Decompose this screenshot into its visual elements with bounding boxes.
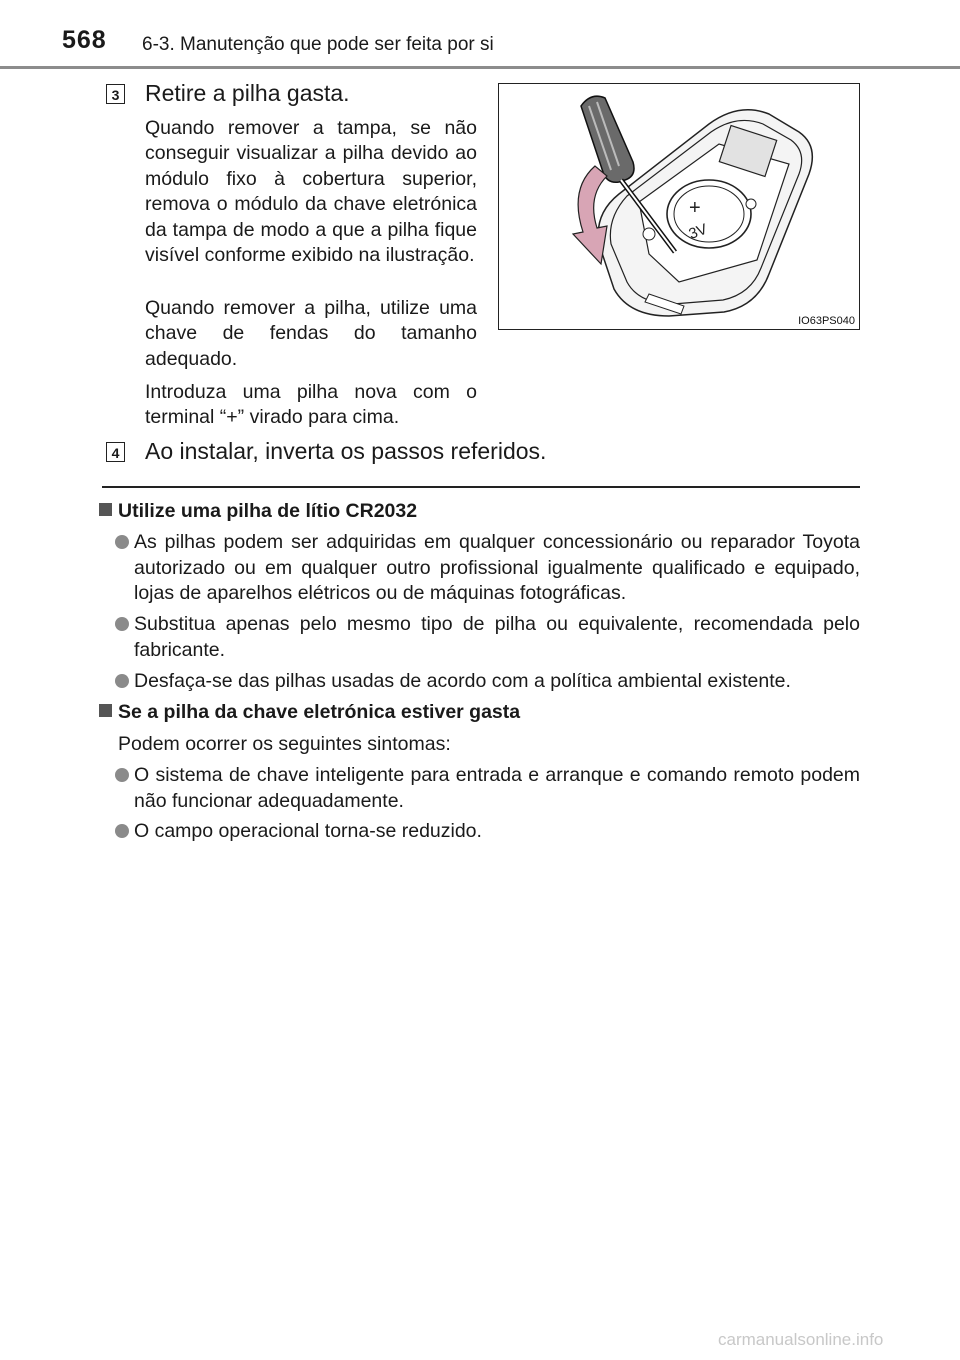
watermark: carmanualsonline.info: [718, 1330, 884, 1349]
note-2-bullet-2: [115, 819, 860, 845]
step-badge-4: 4: [106, 442, 125, 462]
page-number: 568: [62, 26, 107, 54]
round-bullet-icon: [115, 674, 129, 688]
step-3-paragraph-3: Introduza uma pilha nova com o terminal “+” virado para cima.: [145, 381, 477, 429]
note-1-bullet-1: [115, 530, 860, 607]
note-heading-text: Se a pilha da chave eletrónica estiver gasta: [118, 701, 521, 723]
round-bullet-icon: [115, 535, 129, 549]
square-bullet-icon: [99, 704, 112, 717]
round-bullet-icon: [115, 617, 129, 631]
key-fob-drawing: [499, 84, 858, 328]
note-heading-battery-depleted: [99, 701, 520, 724]
bullet-text: Desfaça-se das pilhas usadas de acordo com a política ambiental existente.: [134, 670, 791, 692]
note-1-bullet-3: [115, 669, 860, 695]
note-heading-text: Utilize uma pilha de lítio CR2032: [118, 500, 418, 522]
square-bullet-icon: [99, 503, 112, 516]
step-badge-3: 3: [106, 84, 125, 104]
step-3-paragraph-1: Quando remover a tampa, se não conseguir visualizar a pilha devido ao módulo fixo à cobertura superior, remova o módulo da chave eletrónica da tampa de modo a que a pilha fique visível conforme exibido na ilustração.: [145, 117, 477, 267]
header-rule: [0, 66, 960, 69]
round-bullet-icon: [115, 824, 129, 838]
step-3-paragraph-2: Quando remover a pilha, utilize uma chave de fendas do tamanho adequado.: [145, 297, 477, 370]
step-title-4: Ao instalar, inverta os passos referidos.: [145, 438, 547, 464]
battery-voltage-label: 3V: [686, 220, 710, 243]
note-1-bullet-2: [115, 612, 860, 663]
note-heading-battery-type: [99, 500, 417, 523]
bullet-text: As pilhas podem ser adquiridas em qualquer concessionário ou reparador Toyota autorizado ou em qualquer outro profissional igualmente qualificado e equipado, lojas de aparelhos elétricos ou de máquinas fotográficas.: [134, 531, 860, 604]
bullet-text: Substitua apenas pelo mesmo tipo de pilha ou equivalente, recomendada pelo fabricante.: [134, 613, 860, 661]
section-title: 6-3. Manutenção que pode ser feita por si: [142, 34, 494, 55]
key-battery-illustration: [498, 83, 860, 330]
step-title-3: Retire a pilha gasta.: [145, 80, 350, 106]
bullet-text: O campo operacional torna-se reduzido.: [134, 820, 482, 842]
bullet-text: O sistema de chave inteligente para entrada e arranque e comando remoto podem não funcionar adequadamente.: [134, 764, 860, 812]
notes-rule: [102, 486, 860, 488]
battery-plus-label: +: [689, 197, 701, 219]
figure-code: IO63PS040: [798, 315, 855, 327]
round-bullet-icon: [115, 768, 129, 782]
note-2-bullet-1: [115, 763, 860, 814]
note-2-intro: Podem ocorrer os seguintes sintomas:: [118, 733, 451, 755]
